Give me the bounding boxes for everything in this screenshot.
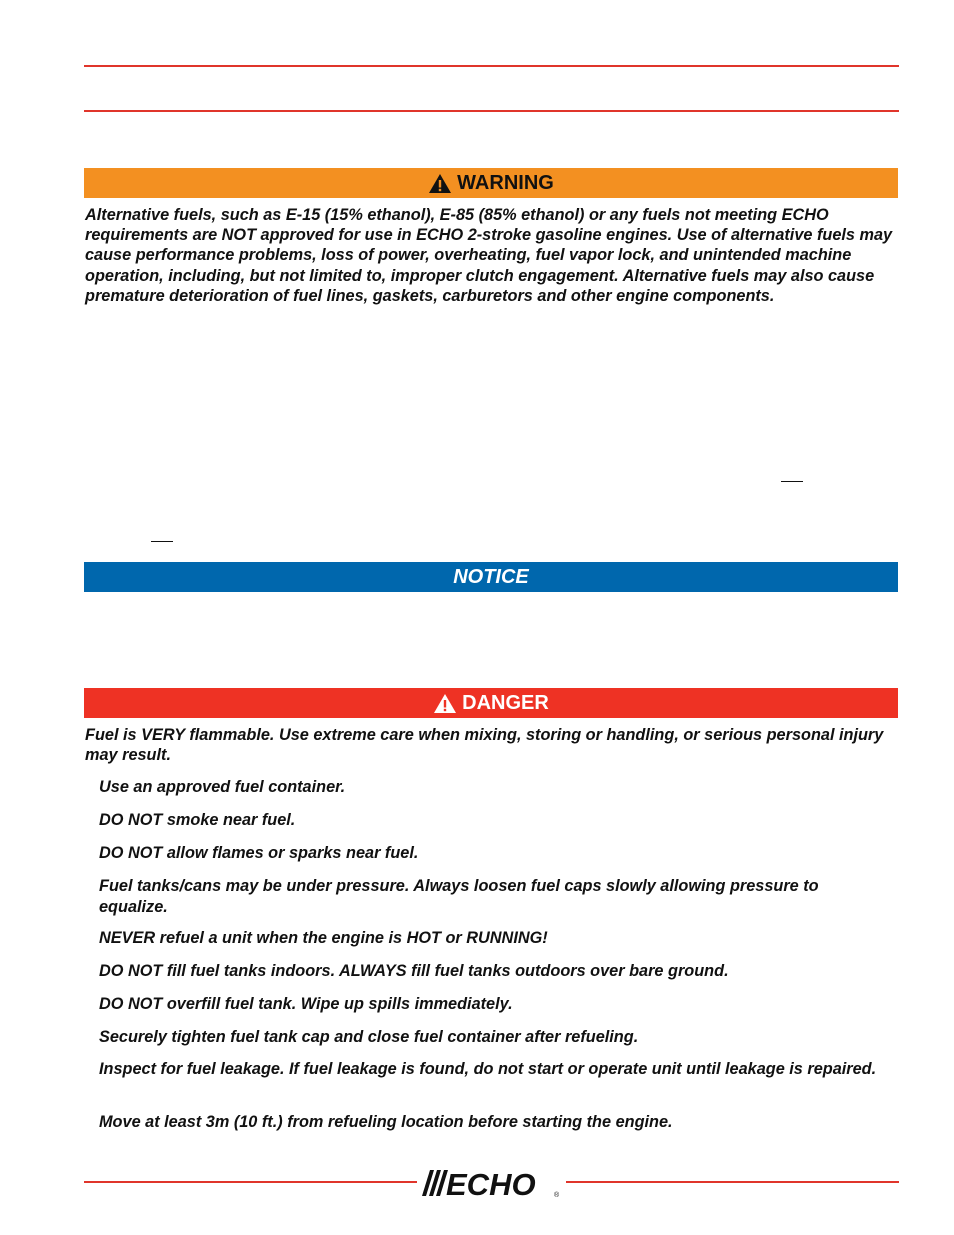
danger-intro: Fuel is VERY flammable. Use extreme care when mixing, storing or handling, or serious personal injury may result. — [85, 726, 884, 765]
notice-banner — [84, 562, 898, 592]
danger-label: DANGER — [462, 691, 549, 714]
header-rule-top — [84, 65, 899, 67]
warning-banner — [84, 168, 898, 198]
warning-triangle-icon — [428, 173, 452, 194]
list-item: DO NOT smoke near fuel. — [99, 811, 296, 829]
list-item: DO NOT allow flames or sparks near fuel. — [99, 844, 419, 862]
notice-label: NOTICE — [453, 565, 529, 588]
list-item: DO NOT fill fuel tanks indoors. ALWAYS fill fuel tanks outdoors over bare ground. — [99, 962, 729, 980]
list-item: Move at least 3m (10 ft.) from refueling location before starting the engine. — [99, 1113, 673, 1131]
svg-text:ECHO: ECHO — [446, 1167, 536, 1200]
list-item: Fuel tanks/cans may be under pressure. Always loosen fuel caps slowly allowing pressure to equalize. — [99, 877, 819, 916]
warning-triangle-icon — [433, 693, 457, 714]
underline-stub — [151, 541, 173, 542]
footer-rule-right — [566, 1181, 899, 1183]
footer-rule-left — [84, 1181, 417, 1183]
list-item: DO NOT overfill fuel tank. Wipe up spills immediately. — [99, 995, 513, 1013]
danger-banner — [84, 688, 898, 718]
list-item: Inspect for fuel leakage. If fuel leakage is found, do not start or operate unit until leakage is repaired. — [99, 1060, 877, 1078]
header-rule-bottom — [84, 110, 899, 112]
list-item: Securely tighten fuel tank cap and close fuel container after refueling. — [99, 1028, 639, 1046]
underline-stub — [781, 481, 803, 482]
svg-text:®: ® — [554, 1192, 560, 1199]
echo-logo — [420, 1166, 562, 1200]
warning-text: Alternative fuels, such as E-15 (15% ethanol), E-85 (85% ethanol) or any fuels not meeting ECHO requirements are NOT approved for use in ECHO 2-stroke gasoline engines. Use of alternative fuels may cause performance problems, loss of power, overheating, fuel vapor lock, and unintended machine operation, including, but not limited to, improper clutch engagement. Alternative fuels may also cause premature deterioration of fuel lines, gaskets, carburetors and other engine components. — [85, 206, 893, 305]
list-item: Use an approved fuel container. — [99, 778, 346, 796]
warning-label: WARNING — [457, 171, 554, 194]
list-item: NEVER refuel a unit when the engine is HOT or RUNNING! — [99, 929, 548, 947]
